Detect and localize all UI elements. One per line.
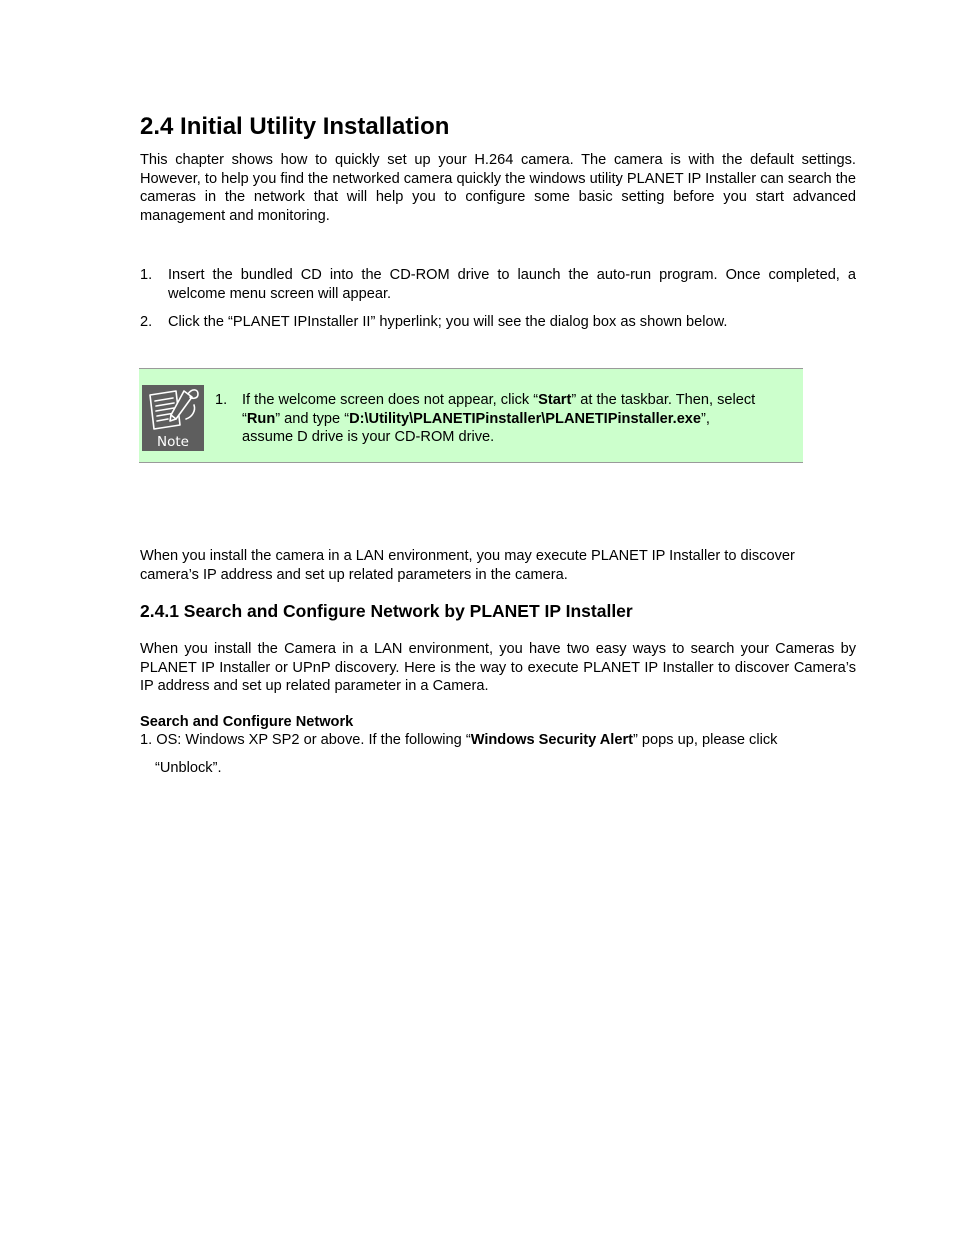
step-text-segment: ” pops up, please click — [633, 732, 778, 748]
step-2-number: 2. — [140, 314, 153, 330]
note-text — [242, 391, 797, 447]
subsection-step-1 — [140, 731, 856, 750]
note-bold-run: Run — [246, 410, 276, 427]
windows-security-alert-bold: Windows Security Alert — [470, 732, 634, 748]
step-2-text: Click the “PLANET IPInstaller II” hyperlink; you will see the dialog box as shown below. — [168, 314, 728, 330]
subsection-paragraph: When you install the Camera in a LAN environment, you have two easy ways to search your Cameras by PLANET IP Installer or UPnP discovery. Here is the way to execute PLANET IP Installer to discover Camera’s IP address and set up related parameter in a Camera. — [140, 641, 856, 694]
note-text-segment: ” at the taskbar. Then, select — [571, 392, 756, 408]
note-text-segment: ” and type “ — [275, 410, 350, 427]
note-item-number: 1. — [215, 392, 228, 408]
note-line-1 — [242, 391, 797, 410]
note-text-segment: If the welcome screen does not appear, click “ — [242, 392, 539, 408]
step-text-segment: 1. OS: Windows XP SP2 or above. If the following “ — [140, 732, 471, 748]
step-1-number: 1. — [140, 267, 153, 283]
intro-paragraph: This chapter shows how to quickly set up your H.264 camera. The camera is with the default settings. However, to help you find the networked camera quickly the windows utility PLANET IP Installer can search the cameras in the network that will help you to configure some basic setting before you start advanced management and monitoring. — [140, 152, 856, 224]
note-text-segment: “ — [242, 410, 247, 427]
note-bold-path: D:\Utility\PLANETIPinstaller\PLANETIPinstaller.exe — [349, 410, 702, 427]
note-icon — [142, 385, 204, 451]
note-icon-label: Note — [157, 434, 189, 450]
note-line-3: assume D drive is your CD-ROM drive. — [242, 429, 495, 445]
note-text-segment: ”, — [701, 410, 710, 427]
note-box — [139, 368, 803, 463]
note-pen-icon — [142, 385, 204, 435]
note-line-2 — [242, 410, 797, 429]
lan-paragraph: When you install the camera in a LAN environment, you may execute PLANET IP Installer to discover camera’s IP address and set up related parameters in the camera. — [140, 548, 795, 583]
subsection-step-1-continuation: “Unblock”. — [155, 760, 222, 776]
subsection-title: 2.4.1 Search and Configure Network by PLANET IP Installer — [140, 601, 633, 621]
note-bold-start: Start — [538, 392, 572, 408]
search-configure-heading: Search and Configure Network — [140, 714, 354, 730]
section-title: 2.4 Initial Utility Installation — [140, 113, 450, 140]
step-1-text: Insert the bundled CD into the CD-ROM drive to launch the auto-run program. Once completed, a welcome menu screen will appear. — [168, 267, 856, 302]
